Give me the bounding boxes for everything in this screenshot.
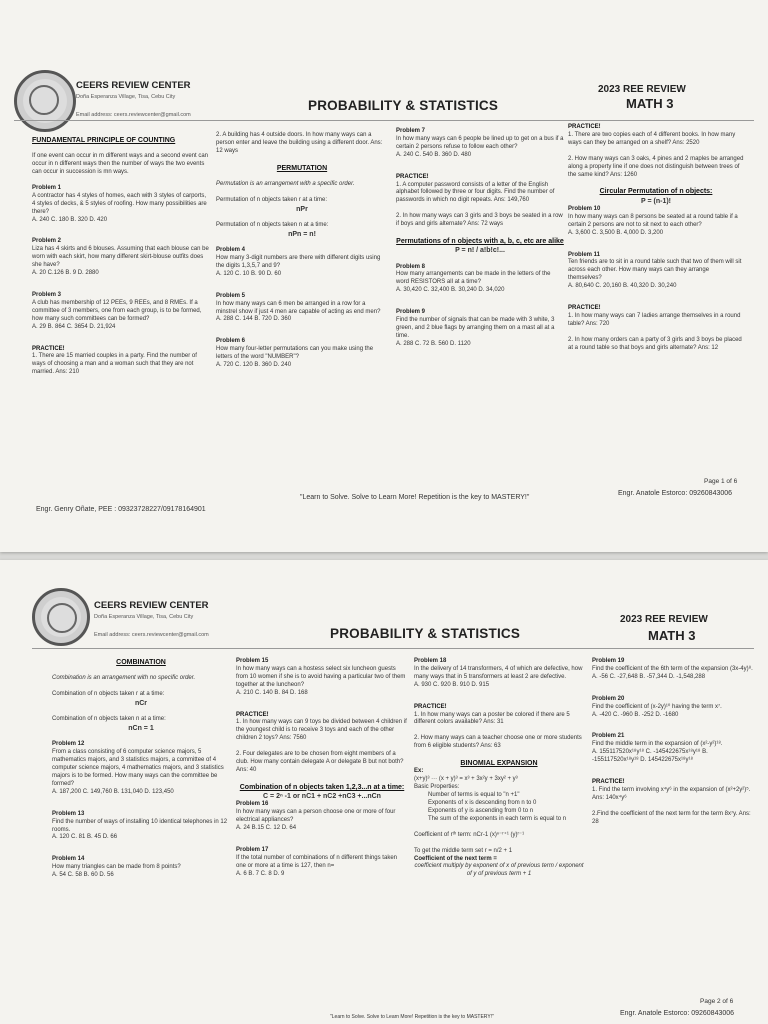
problem-5-text: In how many ways can 6 men be arranged in a row for a minstrel show if just 4 men are capable of acting as end men? — [216, 300, 381, 315]
footer-contact-right: Engr. Anatole Estorco: 09260843006 — [620, 1010, 735, 1017]
problem-17-options: A. 6 B. 7 C. 8 D. 9 — [236, 870, 285, 877]
problem-14-title: Problem 14 — [52, 856, 85, 863]
problem-7-title: Problem 7 — [396, 128, 426, 134]
definition-text: Combination is an arrangement with no specific order. — [52, 675, 196, 682]
property-item: The sum of the exponents in each term is equal to n — [428, 815, 567, 822]
formula: P = (n-1)! — [640, 197, 671, 205]
footer-motto: "Learn to Solve. Solve to Learn More! Repetition is the key to MASTERY!" — [330, 1014, 494, 1020]
problem-9-title: Problem 9 — [396, 309, 426, 316]
intro-text: If one event can occur in m different ways and a second event can occur in n different ways then the number of ways the two events can occur in succession is mn ways. — [32, 153, 208, 176]
practice-item: 1. There are 15 married couples in a party. Find the number of ways of choosing a man and a woman such that they are not married. Ans: 210 — [32, 353, 197, 376]
intro-text: 2. A building has 4 outside doors. In how many ways can a person enter and leave the building using a different door. Ans: 12 ways — [216, 132, 383, 154]
ceers-logo — [14, 70, 76, 132]
formula: nCn = 1 — [128, 725, 154, 733]
problem-1-text: A contractor has 4 styles of homes, each with 3 styles of carports, 4 styles of decks, & 5 styles of roofing. How many possibilities are there? — [32, 192, 207, 215]
problem-14-text: How many triangles can be made from 8 points? — [52, 864, 181, 871]
problem-21-options: A. 155117520x¹⁸y¹⁸ C. -145422675x¹⁸y¹⁸ B. -155117520x¹⁸y¹⁸ D. 145422675x¹⁸y¹⁸ — [592, 749, 708, 764]
problem-3-text: A club has membership of 12 PEEs, 9 REEs, and 8 RMEs. If a committee of 3 members, one from each group, is to be formed, how many such committees can be formed? — [32, 299, 202, 322]
column-2 — [216, 132, 388, 370]
practice-item: 2. How many ways can 3 oaks, 4 pines and 2 maples be arranged along a property line if one does not distinguish between trees of the same kind? Ans: 1260 — [568, 155, 744, 178]
section-title: Permutations of n objects with a, b, c, etc are alike — [396, 238, 564, 246]
page-2 — [0, 560, 768, 1024]
problem-16-text: In how many ways can a person choose one or more of four electrical appliances? — [236, 809, 396, 824]
formula: C = 2ⁿ -1 or nC1 + nC2 +nC3 +...nCn — [263, 793, 381, 801]
problem-16-options: A. 24 B.15 C. 12 D. 64 — [236, 825, 297, 832]
center-name: CEERS REVIEW CENTER — [94, 600, 209, 611]
problem-20-title: Problem 20 — [592, 695, 625, 702]
page-title: PROBABILITY & STATISTICS — [308, 98, 499, 113]
page-header — [0, 0, 768, 120]
section-title: Circular Permutation of n objects: — [599, 188, 713, 196]
formula-label: Permutation of n objects taken n at a time: — [216, 222, 329, 228]
problem-15-options: A. 210 C. 140 B. 84 D. 168 — [236, 689, 308, 696]
review-label: 2023 REE REVIEW — [598, 84, 686, 95]
practice-item: 1. In how many ways can 7 ladies arrange themselves in a round table? Ans: 720 — [568, 312, 741, 327]
coefficient-formula: Coefficient of rᵗʰ term: nCr-1 (x)ⁿ⁻ʳ⁺¹ (y)ʳ⁻¹ — [414, 831, 525, 838]
column-1 — [52, 658, 230, 880]
problem-19-title: Problem 19 — [592, 658, 625, 664]
section-title: PERMUTATION — [276, 164, 328, 172]
problem-7-options: A. 240 C. 540 B. 360 D. 480 — [396, 151, 472, 158]
column-4 — [592, 658, 754, 827]
problem-20-options: A. -420 C. -960 B. -252 D. -1680 — [592, 711, 679, 718]
footer-contact-right: Engr. Anatole Estorco: 09260843006 — [618, 490, 733, 497]
property-item: Exponents of x is descending from n to 0 — [428, 800, 537, 807]
problem-7-text: In how many ways can 6 people be lined up to get on a bus if a certain 2 persons refuse to follow each other? — [396, 135, 564, 150]
formula: P = n! / a!b!c!... — [455, 247, 505, 255]
properties-heading: Basic Properties: — [414, 784, 460, 791]
practice-item: 1. Find the term involving x⁴y⁶ in the expansion of (x²+2y²)⁵. Ans: 140x⁴y⁶ — [592, 786, 751, 801]
problem-18-options: A. 930 C. 920 B. 910 D. 915 — [414, 681, 490, 688]
problem-10-text: In how many ways can 8 persons be seated at a round table if a certain 2 persons are not to sit next to each other? — [568, 213, 738, 228]
section-title: FUNDAMENTAL PRINCIPLE OF COUNTING — [32, 137, 176, 144]
formula-label: Permutation of n objects taken r at a time: — [216, 196, 328, 203]
ceers-logo — [32, 588, 90, 646]
problem-4-text: How many 3-digit numbers are there with different digits using the digits 1,3,5,7 and 9? — [216, 255, 381, 269]
problem-17-title: Problem 17 — [236, 846, 269, 853]
problem-5-title: Problem 5 — [216, 292, 246, 299]
example-formula: (x+y)³ ··· (x + y)³ = x³ + 3x²y + 3xy² + y³ — [414, 776, 518, 783]
practice-item: 1. There are two copies each of 4 different books. In how many ways can they be arranged on a shelf? Ans: 2520 — [568, 131, 736, 146]
practice-heading: PRACTICE! — [32, 345, 65, 352]
next-term-heading: Coefficient of the next term = — [414, 855, 497, 862]
problem-17-text: If the total number of combinations of n different things taken one or more at a time is 127, then n= — [236, 854, 397, 869]
problem-11-title: Problem 11 — [568, 251, 601, 258]
practice-item: 1. In how many ways can 9 toys be divided between 4 children if the youngest child is to receive 3 toys and each of the other children 2 toys? Ans: 7560 — [236, 719, 407, 742]
problem-12-title: Problem 12 — [52, 741, 85, 748]
footer-motto: "Learn to Solve. Solve to Learn More! Repetition is the key to MASTERY!" — [300, 494, 530, 501]
problem-13-options: A. 120 C. 81 B. 45 D. 66 — [52, 834, 118, 841]
center-address: Doña Esperanza Village, Tisa, Cebu City — [76, 94, 176, 100]
column-3 — [414, 658, 584, 879]
problem-12-options: A. 187,200 C. 149,760 B. 131,040 D. 123,450 — [52, 788, 174, 795]
problem-13-text: Find the number of ways of installing 10 identical telephones in 12 rooms. — [52, 818, 228, 833]
section-title: COMBINATION — [116, 659, 166, 666]
problem-13-title: Problem 13 — [52, 810, 85, 817]
problem-16-title: Problem 16 — [236, 801, 269, 808]
middle-term-rule: To get the middle term set r = n/2 + 1 — [414, 847, 513, 854]
problem-6-options: A. 720 C. 120 B. 360 D. 240 — [216, 362, 292, 369]
practice-heading: PRACTICE! — [592, 779, 625, 786]
page-number: Page 2 of 6 — [700, 998, 734, 1005]
problem-2-title: Problem 2 — [32, 238, 62, 245]
problem-3-title: Problem 3 — [32, 292, 62, 299]
problem-6-text: How many four-letter permutations can you make using the letters of the word "NUMBER"? — [216, 346, 374, 361]
problem-9-options: A. 288 C. 72 B. 560 D. 1120 — [396, 340, 471, 347]
problem-6-title: Problem 6 — [216, 338, 246, 345]
problem-18-text: In the delivery of 14 transformers, 4 of which are defective, how many ways that in 5 transformers at least 2 are defective. — [414, 665, 583, 680]
problem-9-text: Find the number of signals that can be made with 3 white, 3 green, and 2 blue flags by arranging them on a mast all at a time. — [396, 317, 555, 339]
example-label: Ex: — [414, 768, 424, 775]
header-divider — [32, 648, 754, 649]
problem-19-options: A. -56 C. -27,648 B. -57,344 D. -1,548,288 — [592, 673, 706, 680]
column-3 — [396, 128, 564, 349]
practice-item: 1. In how many ways can a poster be colored if there are 5 different colors available? Ans: 31 — [414, 711, 570, 726]
problem-2-text: Liza has 4 skirts and 6 blouses. Assuming that each blouse can be worn with each skirt, how many different skirt-blouse outfits does she have? — [32, 246, 209, 269]
problem-10-options: A. 3,600 C. 3,500 B. 4,000 D. 3,200 — [568, 229, 664, 236]
footer-contact-left: Engr. Genry Oñate, PEE : 09323728227/09178164901 — [36, 506, 206, 513]
problem-3-options: A. 29 B. 864 C. 3654 D. 21,924 — [32, 323, 116, 330]
subject-label: MATH 3 — [626, 96, 674, 111]
practice-heading: PRACTICE! — [568, 124, 601, 130]
problem-20-text: Find the coefficient of (x-2y)¹⁰ having the term x⁷. — [592, 703, 722, 710]
column-2 — [236, 658, 408, 879]
center-email: Email address: ceers.reviewcenter@gmail.com — [76, 112, 191, 118]
problem-18-title: Problem 18 — [414, 658, 447, 664]
problem-15-title: Problem 15 — [236, 658, 269, 664]
problem-8-options: A. 30,420 C. 32,400 B. 30,240 D. 34,020 — [396, 287, 505, 294]
practice-item: 2. Four delegates are to be chosen from eight members of a club. How many contain delegate A or delegate B but not both? Ans: 40 — [236, 751, 404, 773]
problem-4-title: Problem 4 — [216, 247, 246, 254]
problem-1-options: A. 240 C. 180 B. 320 D. 420 — [32, 216, 108, 223]
property-item: Number of terms is equal to "n +1" — [428, 792, 520, 799]
practice-item: 2.Find the coefficient of the next term for the term 8x⁷y. Ans: 28 — [592, 810, 751, 825]
problem-2-options: A. 20 C.126 B. 9 D. 2880 — [32, 270, 99, 277]
problem-5-options: A. 288 C. 144 B. 720 D. 360 — [216, 316, 292, 323]
practice-heading: PRACTICE! — [236, 711, 269, 718]
practice-item: 2. In how many orders can a party of 3 girls and 3 boys be placed at a round table so that boys and girls alternate? Ans: 12 — [568, 336, 742, 351]
problem-19-text: Find the coefficient of the 6th term of the expansion (3x-4y)⁸. — [592, 665, 753, 672]
subject-label: MATH 3 — [648, 628, 696, 643]
property-item: Exponents of y is ascending from 0 to n — [428, 807, 534, 814]
problem-10-title: Problem 10 — [568, 205, 601, 212]
formula-label: Combination of n objects taken r at a time: — [52, 691, 165, 698]
practice-heading: PRACTICE! — [568, 305, 601, 312]
problem-4-options: A. 120 C. 10 B. 90 D. 60 — [216, 270, 282, 277]
section-title: Combination of n objects taken 1,2,3...n at a time: — [239, 783, 405, 791]
practice-item: 2. How many ways can a teacher choose one or more students from 6 eligible students? Ans: 63 — [414, 735, 582, 750]
problem-11-text: Ten friends are to sit in a round table such that two of them will sit across each other. How many ways can they arrange themselves? — [568, 259, 742, 282]
formula: nCr — [134, 700, 148, 708]
formula-label: Combination of n objects taken n at a time: — [52, 716, 166, 723]
column-1 — [32, 136, 210, 377]
page-title: PROBABILITY & STATISTICS — [330, 626, 521, 641]
center-address: Doña Esperanza Village, Tisa, Cebu City — [94, 614, 194, 620]
center-email: Email address: ceers.reviewcenter@gmail.com — [94, 632, 209, 638]
practice-item: 1. A computer password consists of a letter of the English alphabet followed by three or four digits. Find the number of passwords in which no digit repeats. Ans: 149,760 — [396, 181, 555, 204]
practice-heading: PRACTICE! — [396, 173, 429, 180]
problem-21-text: Find the middle term in the expansion of (x²-y²)¹⁸. — [592, 741, 723, 748]
problem-14-options: A. 54 C. 58 B. 60 D. 56 — [52, 872, 114, 879]
center-name: CEERS REVIEW CENTER — [76, 80, 191, 91]
page-number: Page 1 of 6 — [704, 478, 738, 485]
problem-8-title: Problem 8 — [396, 263, 426, 270]
formula: nPr — [296, 205, 308, 213]
problem-1-title: Problem 1 — [32, 184, 62, 191]
section-title: BINOMIAL EXPANSION — [460, 760, 538, 768]
formula: nPn = n! — [288, 230, 316, 238]
review-label: 2023 REE REVIEW — [620, 614, 708, 625]
column-4 — [568, 124, 744, 353]
practice-item: 2. In how many ways can 3 girls and 3 boys be seated in a row if boys and girls alternate? Ans: 72 ways — [396, 213, 563, 228]
next-term-formula: coefficient multiply by exponent of x of previous term / exponent of y of previous term + 1 — [414, 863, 584, 878]
problem-12-text: From a class consisting of 6 computer science majors, 5 mathematics majors, and 3 statistics majors, a committee of 4 computer science majors, 4 mathematics majors, and 3 statistics majors is to be formed. How many ways can the committee be formed? — [52, 749, 224, 787]
problem-15-text: In how many ways can a hostess select six luncheon guests from 10 women if she is to avoid having a particular two of them together at the luncheon? — [236, 665, 406, 688]
problem-11-options: A. 80,640 C. 20,160 B. 40,320 D. 30,240 — [568, 283, 677, 290]
practice-heading: PRACTICE! — [414, 703, 447, 710]
problem-8-text: How many arrangements can be made in the letters of the word RESISTORS all at a time? — [396, 271, 551, 286]
problem-21-title: Problem 21 — [592, 733, 625, 740]
definition-text: Permutation is an arrangement with a specific order. — [216, 180, 355, 187]
header-divider — [14, 120, 754, 121]
